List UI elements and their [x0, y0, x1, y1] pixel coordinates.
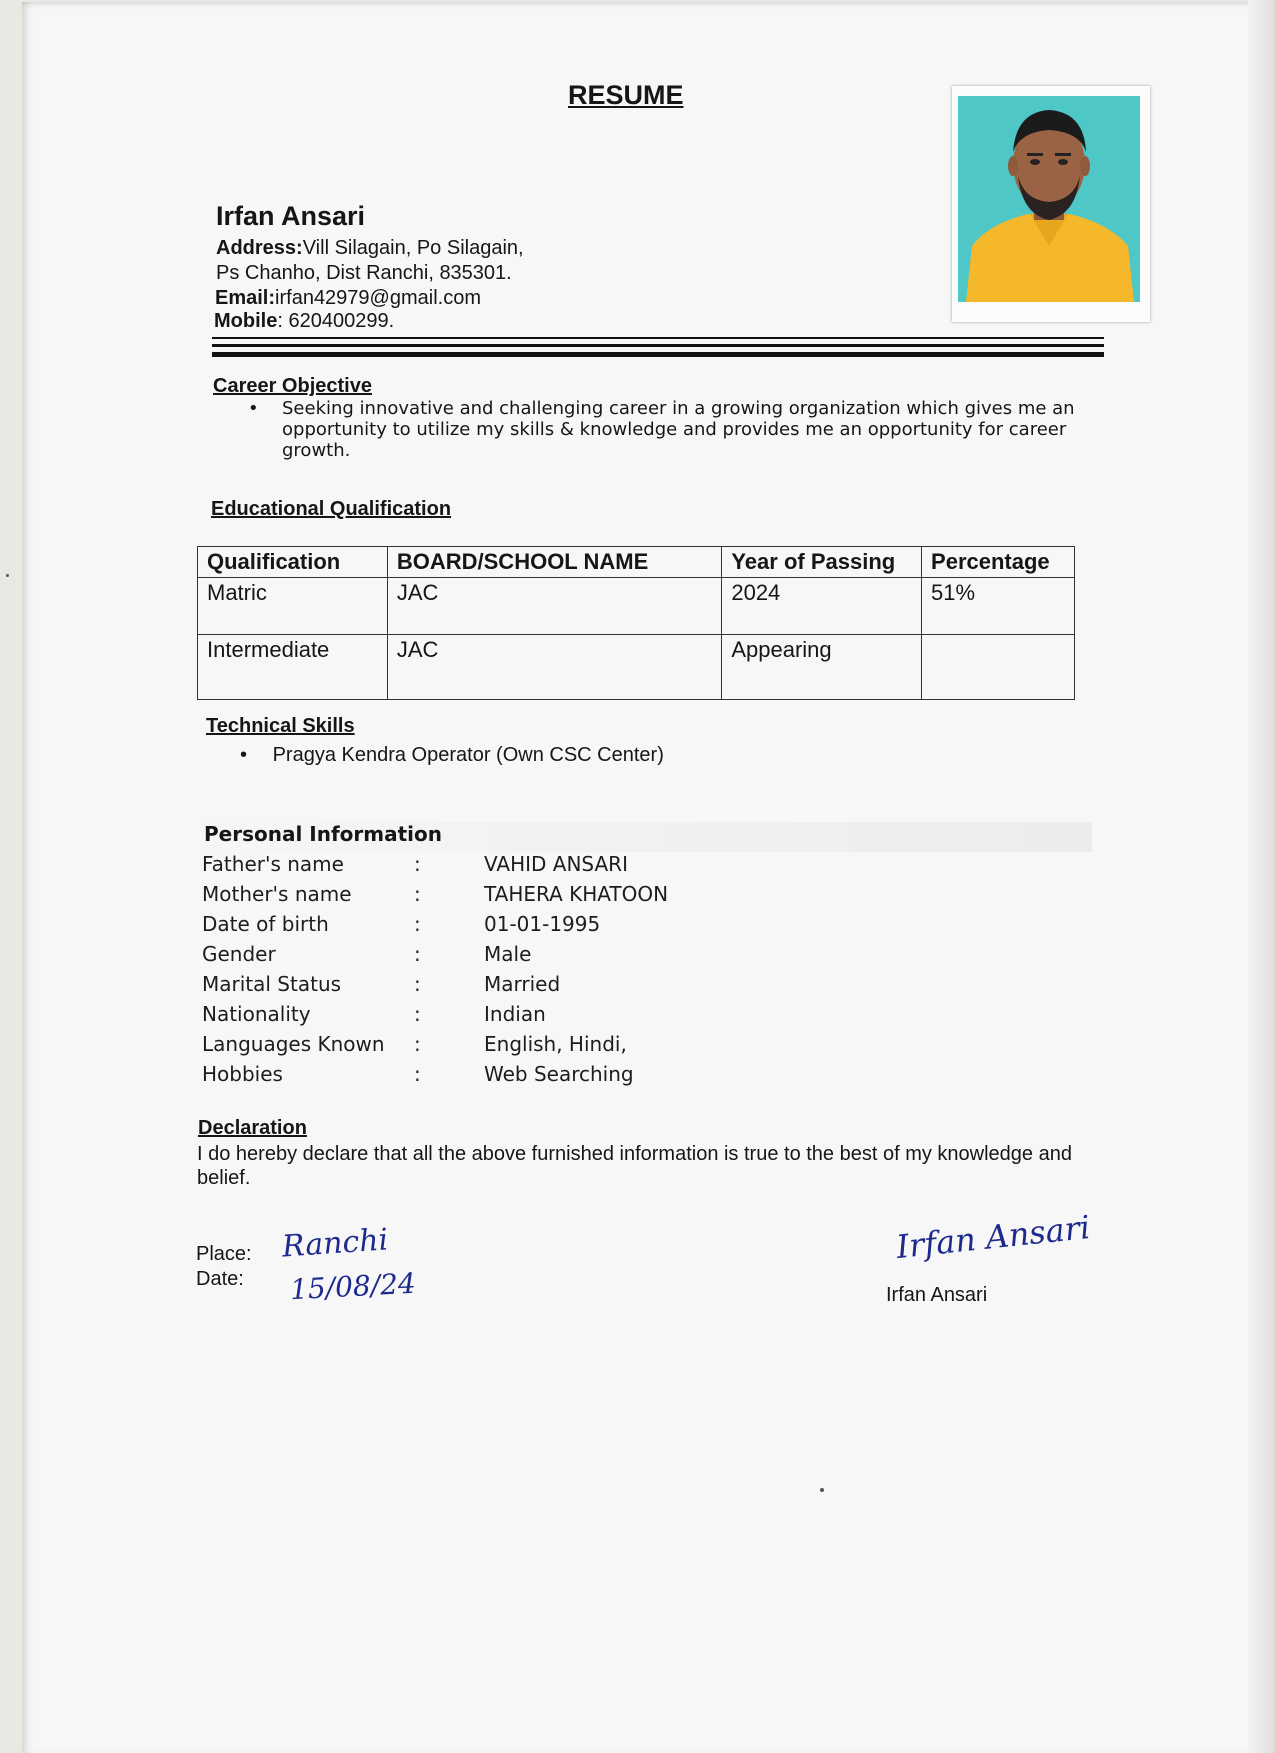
- declaration-text: I do hereby declare that all the above furnished information is true to the best of my knowledge and belief.: [197, 1143, 1072, 1189]
- header-rule-mid: [212, 344, 1104, 347]
- row-value: English, Hindi,: [484, 1032, 627, 1056]
- applicant-name: Irfan Ansari: [216, 201, 366, 231]
- table-cell: Matric: [198, 578, 388, 635]
- career-objective-text: Seeking innovative and challenging career in a growing organization which gives me an opportunity to utilize my skills & knowledge and provides me an opportunity for career growth.: [282, 398, 1075, 461]
- table-cell: 51%: [922, 578, 1075, 635]
- row-separator: :: [414, 942, 421, 966]
- paper-speck: [820, 1488, 824, 1492]
- photo-image: [958, 96, 1140, 302]
- paper-speck: [6, 574, 9, 577]
- column-header: Qualification: [198, 547, 388, 578]
- column-header: BOARD/SCHOOL NAME: [387, 547, 721, 578]
- career-objective-heading: Career Objective: [213, 375, 372, 397]
- row-separator: :: [414, 852, 421, 876]
- row-value: Married: [484, 972, 561, 996]
- address-line-2: Ps Chanho, Dist Ranchi, 835301.: [216, 262, 512, 284]
- bullet-icon: •: [248, 398, 259, 419]
- row-value: Indian: [484, 1002, 546, 1026]
- paper-edge: [1248, 0, 1275, 1753]
- header-rule-thick: [212, 352, 1104, 357]
- table-row: [198, 578, 1075, 635]
- place-label: Place:: [196, 1243, 252, 1265]
- table-cell: 2024: [722, 578, 922, 635]
- row-label: Gender: [202, 942, 276, 966]
- row-separator: :: [414, 1062, 421, 1086]
- table-header-row: [198, 547, 1075, 578]
- technical-skills-item: [240, 744, 664, 767]
- table-cell: [922, 635, 1075, 700]
- education-table: [197, 546, 1075, 700]
- signatory-name: Irfan Ansari: [886, 1284, 988, 1306]
- mobile-value: : 620400299.: [277, 310, 395, 332]
- declaration-heading: Declaration: [198, 1117, 307, 1139]
- row-label: Mother's name: [202, 882, 352, 906]
- row-label: Nationality: [202, 1002, 311, 1026]
- row-value: Web Searching: [484, 1062, 634, 1086]
- row-value: VAHID ANSARI: [484, 852, 628, 876]
- table-cell: Appearing: [722, 635, 922, 700]
- row-separator: :: [414, 912, 421, 936]
- row-label: Marital Status: [202, 972, 342, 996]
- email-value: irfan42979@gmail.com: [275, 287, 481, 309]
- applicant-photo: [952, 86, 1150, 322]
- header-rule-thin: [212, 337, 1104, 339]
- table-cell: Intermediate: [198, 635, 388, 700]
- mobile-line: [214, 309, 394, 333]
- email-label: Email:: [215, 287, 276, 309]
- date-label: Date:: [196, 1268, 244, 1290]
- table-cell: JAC: [387, 578, 721, 635]
- column-header: Year of Passing: [722, 547, 922, 578]
- personal-info-heading: Personal Information: [204, 822, 442, 846]
- row-label: Hobbies: [202, 1062, 283, 1086]
- address-label: Address:: [216, 237, 303, 259]
- address-value: Vill Silagain, Po Silagain,: [302, 237, 524, 259]
- email-line: [215, 286, 481, 310]
- row-label: Date of birth: [202, 912, 329, 936]
- place-value: Ranchi: [280, 1222, 390, 1265]
- mobile-label: Mobile: [214, 310, 278, 332]
- row-separator: :: [414, 1032, 421, 1056]
- row-value: 01-01-1995: [484, 912, 601, 936]
- technical-skills-heading: Technical Skills: [206, 715, 355, 737]
- table-cell: JAC: [387, 635, 721, 700]
- date-value: 15/08/24: [289, 1266, 417, 1307]
- column-header: Percentage: [922, 547, 1075, 578]
- row-value: Male: [484, 942, 532, 966]
- skill-text: Pragya Kendra Operator (Own CSC Center): [272, 744, 664, 766]
- resume-title: RESUME: [568, 80, 684, 110]
- row-value: TAHERA KHATOON: [484, 882, 669, 906]
- education-heading: Educational Qualification: [211, 498, 452, 520]
- address-line-1: [216, 236, 524, 260]
- row-label: Father's name: [202, 852, 344, 876]
- bullet-icon: •: [240, 744, 248, 766]
- table-row: [198, 635, 1075, 700]
- signature: Irfan Ansari: [894, 1207, 1092, 1267]
- row-separator: :: [414, 1002, 421, 1026]
- row-label: Languages Known: [202, 1032, 385, 1056]
- row-separator: :: [414, 972, 421, 996]
- row-separator: :: [414, 882, 421, 906]
